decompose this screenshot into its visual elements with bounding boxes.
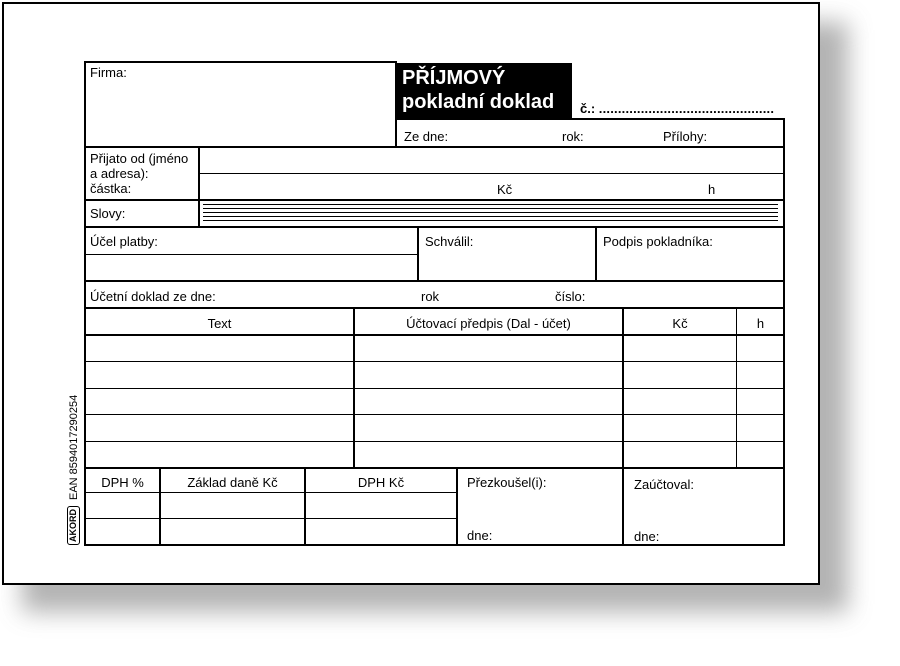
number-dots: .............................................. <box>598 101 775 116</box>
year-label: rok: <box>562 129 584 144</box>
table-header-text: Text <box>207 316 232 331</box>
frame-top-firm <box>84 61 397 63</box>
amount-label: částka: <box>90 181 132 196</box>
attachments-label: Přílohy: <box>663 129 708 144</box>
posted-label: Zaúčtoval: <box>634 477 694 492</box>
table-row <box>85 441 784 442</box>
kc-label: Kč <box>497 182 513 197</box>
posted-date-label: dne: <box>634 529 660 544</box>
frame-right <box>783 118 785 546</box>
title-line-1: PŘÍJMOVÝ <box>402 67 506 89</box>
purpose-label: Účel platby: <box>90 234 158 249</box>
table-header-h: h <box>756 316 765 331</box>
number-label <box>580 101 774 116</box>
table-header-kc: Kč <box>672 316 688 331</box>
frame-left <box>84 61 86 546</box>
approved-label: Schválil: <box>425 234 474 249</box>
table-row <box>85 388 784 389</box>
received-label-2: a adresa): <box>90 166 149 181</box>
table-header-posting: Účtovací předpis (Dal - účet) <box>406 316 571 331</box>
vat-header-rate: DPH % <box>101 475 144 490</box>
table-row <box>85 361 784 362</box>
date-label: Ze dne: <box>404 129 449 144</box>
accounting-number-label: číslo: <box>555 289 586 304</box>
frame-bottom <box>84 544 785 546</box>
title-line-2: pokladní doklad <box>402 91 555 113</box>
document-title <box>396 63 572 118</box>
akord-logo: AKORD <box>67 506 80 545</box>
vat-header-base: Základ daně Kč <box>187 475 278 490</box>
received-label-1: Přijato od (jméno <box>90 151 189 166</box>
accounting-doc-label: Účetní doklad ze dne: <box>90 289 216 304</box>
words-label: Slovy: <box>90 206 126 221</box>
firm-label: Firma: <box>90 65 127 80</box>
ean-code: EAN 8594017290254 <box>67 394 80 500</box>
vat-header-amount: DPH Kč <box>357 475 405 490</box>
checked-label: Přezkoušel(i): <box>467 475 547 490</box>
table-row <box>85 414 784 415</box>
checked-date-label: dne: <box>467 528 493 543</box>
accounting-year-label: rok <box>421 289 440 304</box>
number-label-text: č.: <box>580 101 596 116</box>
table-row <box>84 334 785 336</box>
cashier-label: Podpis pokladníka: <box>603 234 713 249</box>
h-label: h <box>708 182 716 197</box>
